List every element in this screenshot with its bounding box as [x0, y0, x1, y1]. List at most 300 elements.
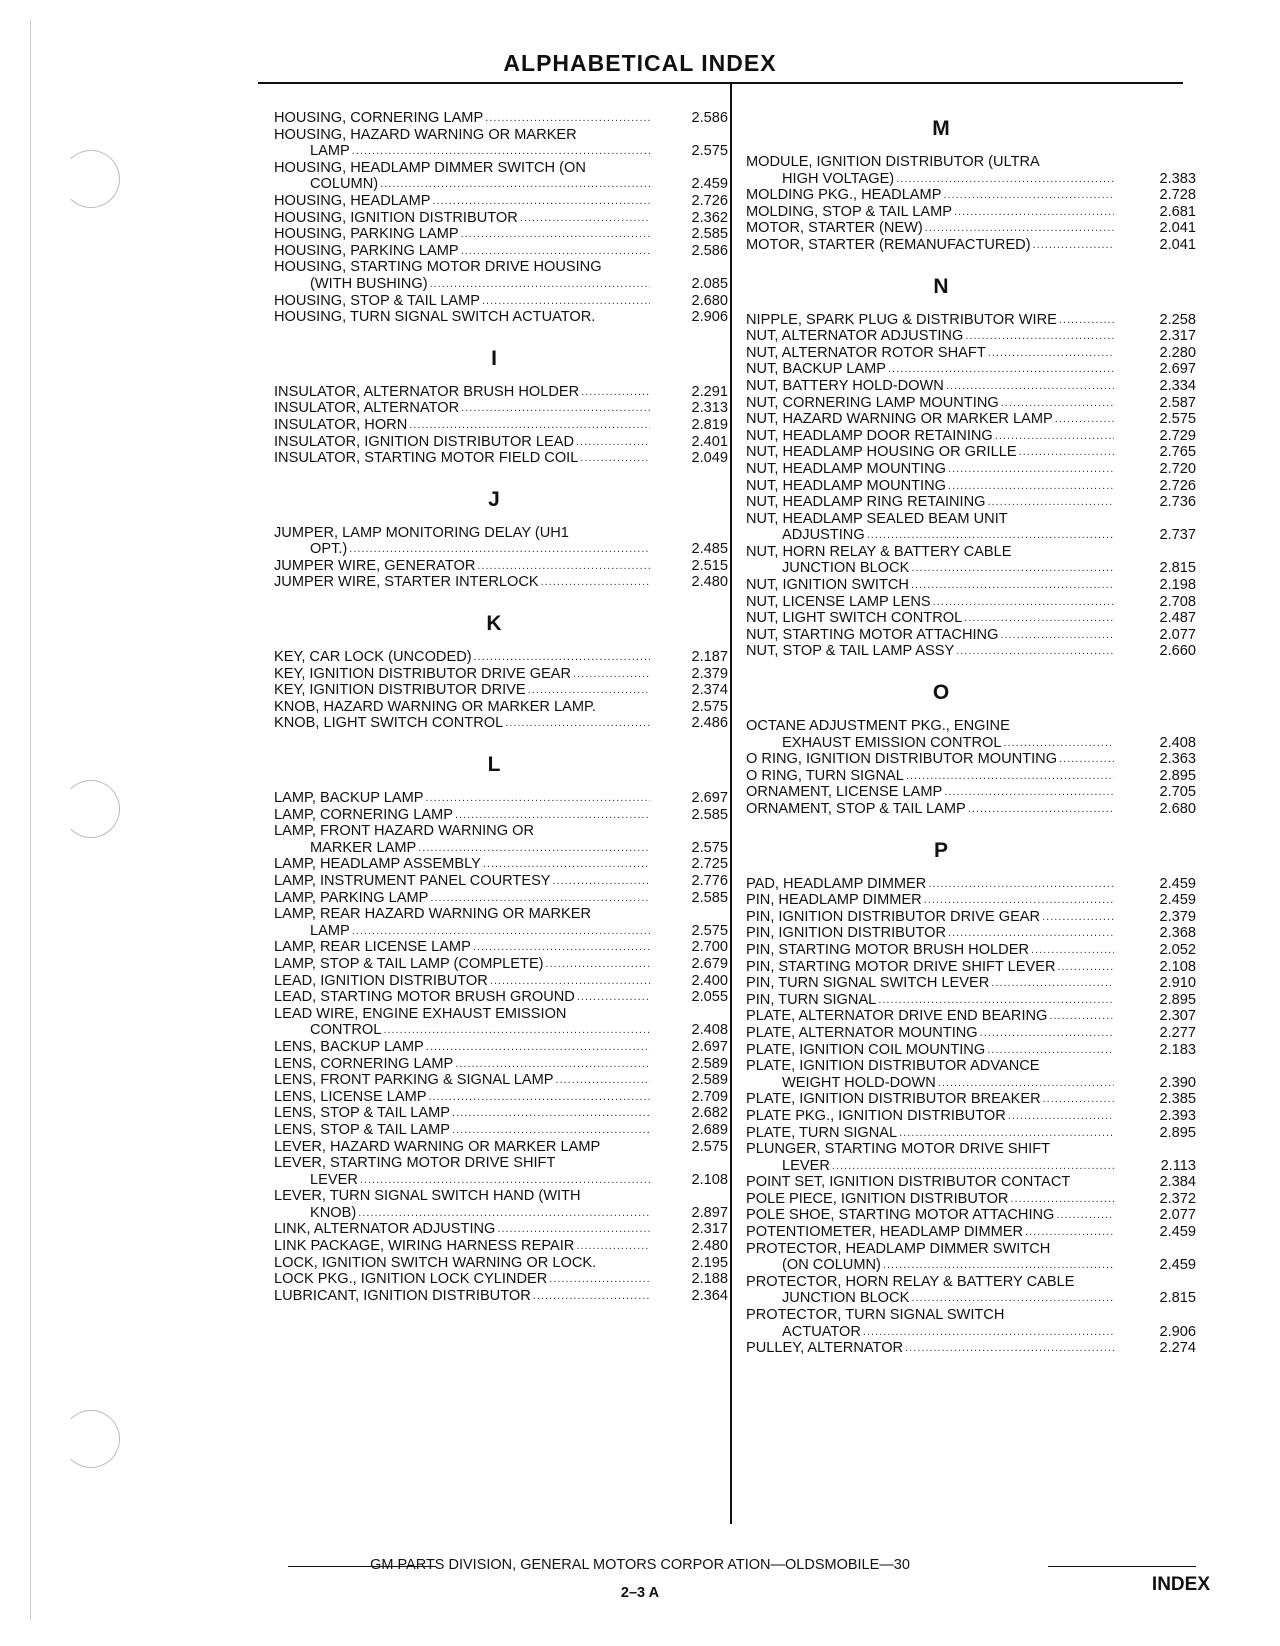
index-entry [274, 433, 728, 451]
page-reference: 2.815 [1159, 560, 1196, 577]
index-entry [746, 1340, 1196, 1357]
index-entry [746, 577, 1196, 594]
index-entry [746, 942, 1196, 959]
dot-leader [380, 178, 650, 193]
entry-text: INSULATOR, HORN [274, 416, 408, 433]
dot-leader [928, 877, 1114, 892]
entry-text: OPT.) [310, 541, 348, 558]
section-letter-n: N [933, 274, 949, 298]
page-reference: 2.585 [691, 226, 728, 243]
page-reference: 2.108 [1159, 958, 1196, 975]
index-entry [274, 665, 728, 683]
entry-text: PLUNGER, STARTING MOTOR DRIVE SHIFT [746, 1141, 1051, 1158]
entry-text: INSULATOR, ALTERNATOR BRUSH HOLDER [274, 383, 580, 400]
dot-leader [948, 463, 1114, 478]
index-entry [746, 1224, 1196, 1241]
dot-leader [1001, 396, 1114, 411]
entry-text: LENS, LICENSE LAMP [274, 1088, 427, 1105]
index-entry [746, 478, 1196, 495]
dot-leader [430, 278, 650, 293]
section-letter-i: I [491, 346, 497, 370]
index-entry [274, 1238, 728, 1255]
entry-text: LENS, CORNERING LAMP [274, 1055, 454, 1072]
dot-leader [968, 803, 1114, 818]
page-reference: 2.372 [1159, 1190, 1196, 1207]
entry-text: INSULATOR, ALTERNATOR [274, 400, 460, 417]
section-letter-j: J [488, 487, 500, 511]
entry-text: NUT, HEADLAMP HOUSING OR GRILLE [746, 444, 1017, 461]
page-reference: 2.575 [691, 922, 728, 939]
dot-leader [988, 346, 1114, 361]
page-title: ALPHABETICAL INDEX [503, 50, 777, 76]
page-reference: 2.575 [691, 698, 728, 715]
page-reference: 2.459 [1159, 875, 1196, 892]
entry-text: CONTROL [310, 1022, 382, 1039]
index-entry [746, 718, 1196, 751]
entry-text: LEAD, STARTING MOTOR BRUSH GROUND [274, 989, 575, 1006]
page-reference: 2.459 [1159, 1257, 1196, 1274]
page-reference: 2.897 [691, 1204, 728, 1221]
index-entry [746, 428, 1196, 445]
entry-text: LAMP, HEADLAMP ASSEMBLY [274, 856, 481, 873]
dot-leader [1010, 1192, 1114, 1207]
entry-text: NUT, CORNERING LAMP MOUNTING [746, 394, 999, 411]
entry-text: OCTANE ADJUSTMENT PKG., ENGINE [746, 718, 1010, 735]
page-reference: 2.277 [1159, 1024, 1196, 1041]
page-reference: 2.198 [1159, 577, 1196, 594]
section-letter-m: M [932, 117, 950, 140]
index-entry [274, 682, 728, 699]
page-reference: 2.307 [1159, 1008, 1196, 1025]
page-reference: 2.589 [691, 1055, 728, 1072]
dot-leader [455, 808, 650, 823]
page-reference: 2.052 [1159, 941, 1196, 958]
index-entry [274, 955, 728, 973]
entry-text: PIN, STARTING MOTOR BRUSH HOLDER [746, 941, 1029, 958]
entry-text: HOUSING, HEADLAMP DIMMER SWITCH (ON [274, 159, 586, 176]
entry-text: PROTECTOR, HORN RELAY & BATTERY CABLE [746, 1273, 1075, 1290]
dot-leader [553, 875, 650, 890]
page-reference: 2.737 [1159, 527, 1196, 544]
entry-text: LINK, ALTERNATOR ADJUSTING [274, 1221, 496, 1238]
page-reference: 2.681 [1159, 203, 1196, 220]
entry-text: LENS, FRONT PARKING & SIGNAL LAMP [274, 1072, 554, 1089]
index-entry [746, 312, 1196, 329]
entry-text: PROTECTOR, TURN SIGNAL SWITCH [746, 1307, 1005, 1324]
page-reference: 2.379 [1159, 908, 1196, 925]
entry-text: POTENTIOMETER, HEADLAMP DIMMER [746, 1224, 1024, 1241]
entry-text: HOUSING, PARKING LAMP [274, 242, 459, 259]
entry-text: HOUSING, HAZARD WARNING OR MARKER [274, 126, 577, 143]
page-reference: 2.697 [691, 790, 728, 807]
index-entry [746, 361, 1196, 378]
index-entry [746, 594, 1196, 611]
entry-text: NUT, HORN RELAY & BATTERY CABLE [746, 543, 1012, 560]
section-letter-o: O [932, 681, 950, 705]
entry-text: ORNAMENT, LICENSE LAMP [746, 784, 943, 801]
dot-leader [911, 1292, 1114, 1307]
punch-hole-middle [62, 780, 120, 838]
index-entry [274, 1038, 728, 1056]
page-reference: 2.575 [691, 1138, 728, 1155]
entry-text: LEVER, STARTING MOTOR DRIVE SHIFT [274, 1155, 556, 1172]
dot-leader [573, 667, 650, 682]
entry-text: LAMP, REAR HAZARD WARNING OR MARKER [274, 906, 592, 923]
dot-leader [556, 1074, 650, 1089]
entry-text: NUT, HEADLAMP RING RETAINING [746, 494, 986, 511]
dot-leader [358, 1206, 650, 1221]
index-entry [746, 892, 1196, 909]
index-entry [746, 610, 1196, 627]
entry-text: LINK PACKAGE, WIRING HARNESS REPAIR [274, 1238, 575, 1255]
page-reference: 2.408 [1159, 734, 1196, 751]
page-reference: 2.487 [1159, 610, 1196, 627]
dot-leader [946, 380, 1114, 395]
section-letter-p: P [933, 838, 948, 862]
index-entry [746, 1207, 1196, 1224]
dot-leader [461, 244, 650, 259]
index-column-right [746, 96, 1196, 1357]
index-entry [274, 889, 728, 907]
index-entry [274, 873, 728, 890]
entry-text: PIN, TURN SIGNAL SWITCH LEVER [746, 975, 990, 992]
page-reference: 2.708 [1159, 593, 1196, 610]
page-reference: 2.364 [691, 1287, 728, 1304]
entry-text: LENS, STOP & TAIL LAMP [274, 1105, 451, 1122]
entry-text: PIN, HEADLAMP DIMMER [746, 892, 922, 909]
entry-text: NUT, BATTERY HOLD-DOWN [746, 377, 944, 394]
page-reference: 2.374 [691, 682, 728, 699]
index-entry [274, 1055, 728, 1073]
entry-text: NUT, IGNITION SWITCH [746, 577, 909, 594]
index-entry [746, 909, 1196, 926]
dot-leader [485, 112, 650, 127]
entry-text: PIN, TURN SIGNAL [746, 991, 877, 1008]
entry-text: HOUSING, PARKING LAMP [274, 226, 459, 243]
page-reference: 2.575 [691, 143, 728, 160]
dot-leader [490, 974, 650, 989]
dot-leader [452, 1107, 650, 1122]
section-letter-k: K [486, 612, 502, 636]
page-reference: 2.895 [1159, 991, 1196, 1008]
dot-leader [1055, 413, 1114, 428]
dot-leader [995, 429, 1114, 444]
dot-leader [980, 1027, 1114, 1042]
page-reference: 2.390 [1159, 1074, 1196, 1091]
binding-edge [30, 20, 31, 1620]
index-entry [746, 220, 1196, 237]
dot-leader [964, 612, 1114, 627]
page-reference: 2.726 [1159, 477, 1196, 494]
entry-text: PIN, IGNITION DISTRIBUTOR DRIVE GEAR [746, 908, 1041, 925]
dot-leader [933, 595, 1114, 610]
page-reference: 2.586 [691, 242, 728, 259]
dot-leader [944, 786, 1114, 801]
entry-text: LAMP, STOP & TAIL LAMP (COMPLETE) [274, 955, 544, 972]
entry-text: LOCK, IGNITION SWITCH WARNING OR LOCK. [274, 1254, 597, 1271]
dot-leader [461, 402, 650, 417]
dot-leader [888, 363, 1114, 378]
index-entry [274, 856, 728, 873]
index-entry [746, 1125, 1196, 1142]
entry-text: INSULATOR, STARTING MOTOR FIELD COIL [274, 450, 579, 467]
page-reference: 2.393 [1159, 1107, 1196, 1124]
index-entry [274, 806, 728, 824]
index-entry [274, 450, 728, 467]
entry-text: (ON COLUMN) [782, 1257, 881, 1274]
entry-text: INSULATOR, IGNITION DISTRIBUTOR LEAD [274, 433, 575, 450]
index-entry [746, 992, 1196, 1009]
entry-text: NUT, STOP & TAIL LAMP ASSY [746, 643, 955, 660]
dot-leader [1058, 960, 1115, 975]
entry-text: NUT, HEADLAMP MOUNTING [746, 477, 947, 494]
page-reference: 2.383 [1159, 170, 1196, 187]
page-reference: 2.368 [1159, 925, 1196, 942]
page-reference: 2.697 [691, 1038, 728, 1055]
dot-leader [878, 993, 1114, 1008]
entry-text: POLE SHOE, STARTING MOTOR ATTACHING [746, 1207, 1055, 1224]
entry-text: KNOB) [310, 1204, 357, 1221]
dot-leader [954, 205, 1114, 220]
page-reference: 2.680 [1159, 801, 1196, 817]
page-reference: 2.575 [1159, 411, 1196, 428]
entry-text: PIN, IGNITION DISTRIBUTOR [746, 925, 947, 942]
dot-leader [1008, 1110, 1114, 1125]
page-reference: 2.689 [691, 1121, 728, 1138]
dot-leader [911, 562, 1114, 577]
dot-leader [1059, 313, 1114, 328]
index-entry [746, 345, 1196, 362]
entry-text: HOUSING, STOP & TAIL LAMP [274, 292, 480, 309]
dot-leader [352, 145, 650, 160]
index-entry [746, 444, 1196, 461]
index-entry [274, 574, 728, 591]
entry-text: LEVER, TURN SIGNAL SWITCH HAND (WITH [274, 1188, 581, 1205]
entry-text: PROTECTOR, HEADLAMP DIMMER SWITCH [746, 1240, 1051, 1257]
index-entry [746, 1091, 1196, 1108]
dot-leader [1056, 1209, 1114, 1224]
dot-leader [863, 1325, 1114, 1340]
page-reference: 2.077 [1159, 1207, 1196, 1224]
entry-text: JUNCTION BLOCK [782, 1290, 910, 1307]
index-label: INDEX [1151, 1574, 1210, 1595]
entry-text: ACTUATOR [782, 1323, 861, 1340]
index-entry [746, 154, 1196, 187]
entry-text: WEIGHT HOLD-DOWN [782, 1074, 936, 1091]
index-entry [746, 544, 1196, 577]
dot-leader [987, 496, 1114, 511]
page-reference: 2.589 [691, 1072, 728, 1089]
entry-text: MOTOR, STARTER (NEW) [746, 220, 923, 237]
index-entry [746, 1008, 1196, 1025]
index-entry [746, 925, 1196, 942]
index-entry [274, 309, 728, 326]
entry-text: NUT, LIGHT SWITCH CONTROL [746, 610, 963, 627]
page-reference: 2.895 [1159, 767, 1196, 784]
dot-leader [455, 1057, 650, 1072]
dot-leader [426, 792, 650, 807]
entry-text: PLATE, ALTERNATOR MOUNTING [746, 1024, 978, 1041]
entry-text: PLATE, ALTERNATOR DRIVE END BEARING [746, 1008, 1048, 1025]
dot-leader [452, 1124, 650, 1139]
dot-leader [1003, 736, 1114, 751]
entry-text: EXHAUST EMISSION CONTROL [782, 734, 1002, 751]
dot-leader [1043, 1093, 1114, 1108]
dot-leader [1031, 944, 1114, 959]
punch-hole-bottom [62, 1410, 120, 1468]
dot-leader [428, 1090, 650, 1105]
dot-leader [987, 1043, 1114, 1058]
dot-leader [497, 1223, 650, 1238]
index-entry [274, 698, 728, 716]
entry-text: MOLDING, STOP & TAIL LAMP [746, 203, 952, 220]
index-entry [274, 939, 728, 956]
entry-text: O RING, IGNITION DISTRIBUTOR MOUNTING [746, 751, 1058, 768]
entry-text: LOCK PKG., IGNITION LOCK CYLINDER [274, 1271, 548, 1288]
index-entry [274, 159, 728, 193]
page-reference: 2.313 [691, 400, 728, 417]
index-entry [274, 383, 728, 401]
dot-leader [883, 1259, 1114, 1274]
page-reference: 2.385 [1159, 1091, 1196, 1108]
entry-text: POLE PIECE, IGNITION DISTRIBUTOR [746, 1190, 1009, 1207]
page-reference: 2.317 [1159, 328, 1196, 345]
page-reference: 2.729 [1159, 427, 1196, 444]
index-entry [274, 557, 728, 575]
page-reference: 2.705 [1159, 784, 1196, 801]
entry-text: HOUSING, IGNITION DISTRIBUTOR [274, 209, 518, 226]
entry-text: NUT, HEADLAMP SEALED BEAM UNIT [746, 510, 1008, 527]
index-entry [746, 237, 1196, 254]
dot-leader [943, 189, 1114, 204]
index-entry [746, 643, 1196, 660]
entry-text: PIN, STARTING MOTOR DRIVE SHIFT LEVER [746, 958, 1056, 975]
entry-text: NUT, BACKUP LAMP [746, 361, 887, 378]
index-entry [274, 1121, 728, 1139]
dot-leader [965, 330, 1114, 345]
dot-leader [905, 1342, 1114, 1357]
index-entry [274, 989, 728, 1006]
page-reference: 2.049 [691, 450, 728, 467]
entry-text: PLATE PKG., IGNITION DISTRIBUTOR [746, 1107, 1006, 1124]
entry-text: HOUSING, CORNERING LAMP [274, 110, 484, 126]
entry-text: HOUSING, TURN SIGNAL SWITCH ACTUATOR. [274, 309, 596, 326]
entry-text: LEAD WIRE, ENGINE EXHAUST EMISSION [274, 1005, 567, 1022]
dot-leader [528, 684, 650, 699]
index-entry [274, 1138, 728, 1156]
dot-leader [1033, 239, 1114, 254]
page-reference: 2.459 [1159, 1224, 1196, 1241]
dot-leader [581, 385, 650, 400]
page-reference: 2.459 [1159, 892, 1196, 909]
index-entry [746, 494, 1196, 511]
page-reference: 2.700 [691, 939, 728, 956]
index-entry [274, 242, 728, 260]
index-entry [274, 524, 728, 558]
dot-leader [520, 211, 650, 226]
entry-text: JUNCTION BLOCK [782, 560, 910, 577]
page-reference: 2.195 [691, 1254, 728, 1271]
dot-leader [1049, 1010, 1114, 1025]
page-reference: 2.765 [1159, 444, 1196, 461]
entry-text: NUT, LICENSE LAMP LENS [746, 593, 931, 610]
index-entry [746, 1307, 1196, 1340]
page-number: 2–3 A [620, 1585, 660, 1601]
index-entry [746, 461, 1196, 478]
page-reference: 2.728 [1159, 187, 1196, 204]
page-reference: 2.736 [1159, 494, 1196, 511]
index-entry [274, 1287, 728, 1305]
dot-leader [477, 559, 650, 574]
page-reference: 2.055 [691, 989, 728, 1006]
index-entry [746, 1042, 1196, 1059]
dot-leader [924, 894, 1114, 909]
entry-text: NIPPLE, SPARK PLUG & DISTRIBUTOR WIRE [746, 311, 1057, 328]
entry-text: LUBRICANT, IGNITION DISTRIBUTOR [274, 1287, 531, 1304]
page-reference: 2.575 [691, 839, 728, 856]
page-reference: 2.906 [691, 309, 728, 326]
entry-text: NUT, HEADLAMP DOOR RETAINING [746, 427, 993, 444]
index-entry [746, 768, 1196, 785]
page-reference: 2.408 [691, 1022, 728, 1039]
dot-leader [925, 222, 1114, 237]
page-reference: 2.815 [1159, 1290, 1196, 1307]
page-reference: 2.334 [1159, 377, 1196, 394]
dot-leader [352, 924, 650, 939]
entry-text: (WITH BUSHING) [310, 275, 428, 292]
dot-leader [349, 543, 650, 558]
section-letter-l: L [487, 753, 501, 777]
entry-text: LEVER, HAZARD WARNING OR MARKER LAMP [274, 1138, 601, 1155]
page-reference: 2.709 [691, 1088, 728, 1105]
dot-leader [948, 479, 1114, 494]
title-rule [258, 82, 1183, 84]
index-entry [746, 411, 1196, 428]
entry-text: PLATE, IGNITION COIL MOUNTING [746, 1041, 986, 1058]
page-reference: 2.400 [691, 972, 728, 989]
index-entry [746, 1058, 1196, 1091]
entry-text: LAMP, BACKUP LAMP [274, 790, 424, 807]
dot-leader [899, 1126, 1114, 1141]
index-entry [274, 209, 728, 227]
entry-text: JUMPER WIRE, GENERATOR [274, 557, 476, 574]
index-entry [746, 784, 1196, 801]
entry-text: LAMP, INSTRUMENT PANEL COURTESY [274, 873, 551, 889]
index-entry [274, 400, 728, 417]
entry-text: LAMP, REAR LICENSE LAMP [274, 939, 471, 956]
entry-text: PLATE, TURN SIGNAL [746, 1124, 898, 1141]
index-entry [746, 187, 1196, 204]
index-entry [274, 1221, 728, 1238]
page-reference: 2.480 [691, 574, 728, 591]
entry-text: O RING, TURN SIGNAL [746, 767, 904, 784]
entry-text: HOUSING, HEADLAMP [274, 192, 431, 209]
page-reference: 2.725 [691, 856, 728, 873]
dot-leader [430, 891, 650, 906]
page-reference: 2.910 [1159, 975, 1196, 992]
page-reference: 2.586 [691, 110, 728, 126]
page-reference: 2.459 [691, 176, 728, 193]
dot-leader [546, 958, 650, 973]
index-entry [274, 1105, 728, 1122]
index-entry [274, 972, 728, 990]
entry-text: NUT, ALTERNATOR ADJUSTING [746, 328, 964, 345]
dot-leader [938, 1076, 1114, 1091]
index-entry [274, 649, 728, 666]
index-entry [746, 751, 1196, 768]
dot-leader [991, 977, 1114, 992]
dot-leader [482, 294, 650, 309]
